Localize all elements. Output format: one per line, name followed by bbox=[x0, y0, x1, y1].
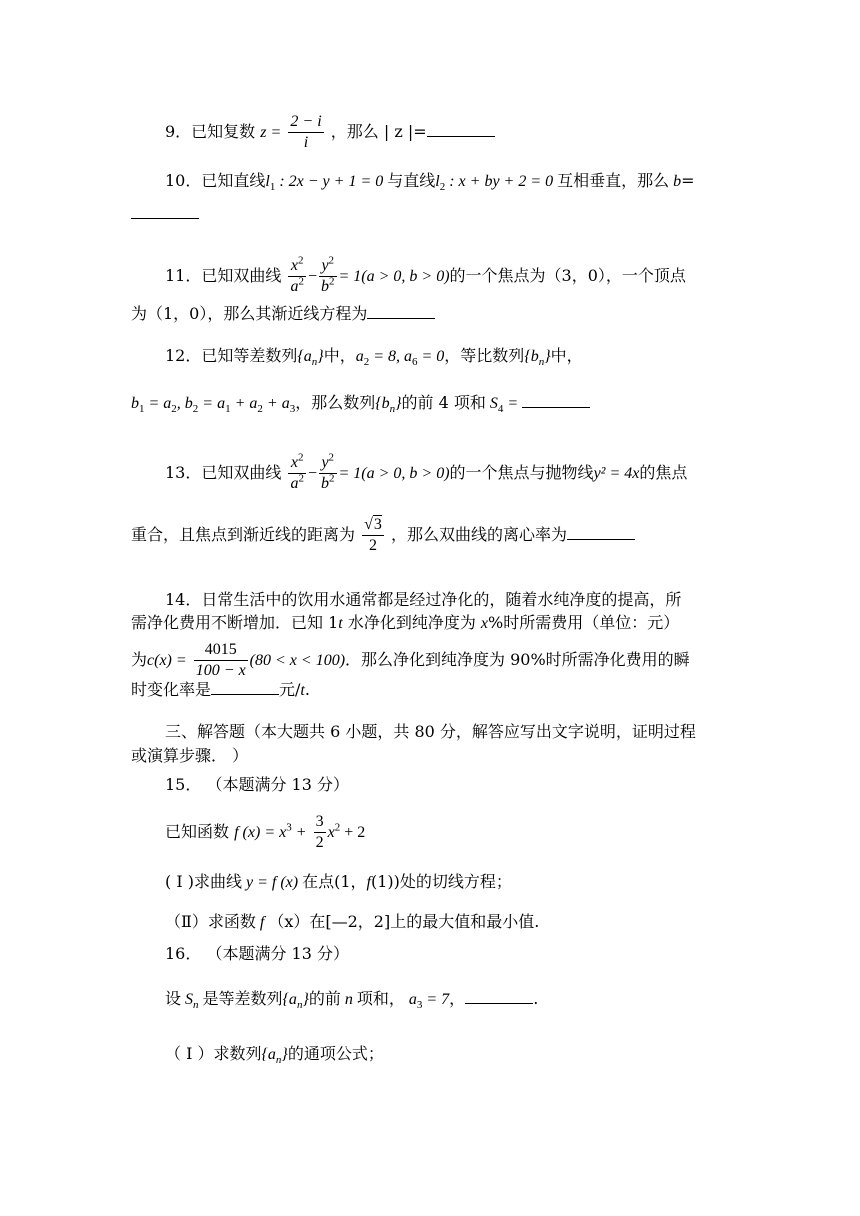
q14-line4c: . bbox=[304, 680, 310, 699]
q14-line3a: 为 bbox=[131, 650, 148, 669]
q10-l2: l bbox=[435, 173, 440, 190]
q14-range: (80 < x < 100) bbox=[249, 652, 346, 669]
q13-frac-x: $\frac{x^2}{a^2}$ bbox=[290, 451, 304, 492]
q9-label: 9．已知复数 bbox=[165, 122, 256, 141]
q12-line1c: ，等比数列 bbox=[444, 346, 525, 365]
q11-tail: 的一个焦点为（3，0），一个顶点 bbox=[449, 266, 686, 285]
question-12: 12．已知等差数列$\{a_n\}$中，$a_2 = 8$, $a_6 = 0$，等比数列$\{b_n\}$中， bbox=[165, 346, 583, 369]
q14-line4t: t bbox=[300, 682, 305, 699]
q9-denominator: i bbox=[303, 134, 309, 151]
q14-line2 bbox=[131, 612, 679, 635]
q11-label: 11．已知双曲线 bbox=[165, 266, 282, 285]
question-13: 13．已知双曲线 $\frac{x^2}{a^2}$ − $\frac{y^2}{b^2}$ = 1(a > 0, b > 0)的一个焦点与抛物线y² = 4x的焦点 bbox=[165, 451, 688, 492]
question-11: 11．已知双曲线 $\frac{x^2}{a^2}$ − $\frac{y^2}{b^2}$ = 1(a > 0, b > 0)的一个焦点为（3，0），一个顶点 bbox=[165, 254, 686, 295]
q10-l1: l bbox=[265, 173, 270, 190]
question-15-header bbox=[165, 774, 349, 796]
q16-part1b: 的通项公式； bbox=[287, 1044, 384, 1063]
section3-line2: 或演算步骤． ） bbox=[131, 746, 249, 765]
q10-label: 10．已知直线 bbox=[165, 171, 266, 190]
q14-line3 bbox=[131, 640, 690, 681]
q15-part2: （Ⅱ）求函数 f （x）在[—2，2]上的最大值和最小值. bbox=[165, 912, 540, 931]
q14-cx: c(x) = bbox=[147, 652, 187, 669]
q15-part1c: (1))处的切线方程； bbox=[370, 872, 512, 891]
q15-given: 已知函数 f $(x) = x^3$ + $\frac{3}{2}$ $x^2 + 2$ bbox=[165, 813, 366, 851]
q14-answer-blank bbox=[211, 680, 279, 695]
q9-fraction bbox=[288, 112, 323, 153]
q13-condition: = 1(a > 0, b > 0) bbox=[338, 465, 450, 482]
section-3-heading bbox=[165, 721, 696, 743]
q15-part2b: （x）在[—2，2]上的最大值和最小值. bbox=[268, 912, 540, 931]
section3-line1: 三、解答题（本大题共 6 小题，共 80 分，解答应写出文字说明，证明过程 bbox=[165, 722, 696, 741]
q16-line1d: 项和， bbox=[356, 989, 405, 1008]
q14-fraction bbox=[194, 640, 248, 681]
q14-line1: 14．日常生活中的饮用水通常都是经过净化的，随着水纯净度的提高，所 bbox=[165, 590, 682, 609]
q9-answer-blank bbox=[427, 122, 495, 137]
q15-part1: ( Ⅰ )求曲线 y = f (x) 在点(1，f(1))处的切线方程； bbox=[165, 872, 512, 891]
q14-denominator: 100 − x bbox=[195, 662, 246, 679]
q13-line2b: ，那么双曲线的离心率为 bbox=[390, 525, 567, 544]
q14-line2b: 水净化到纯净度为 bbox=[342, 613, 481, 632]
q14-line4b: 元/ bbox=[279, 680, 301, 699]
q12-line2b: 的前 4 项和 bbox=[401, 393, 486, 412]
q11-a2: $a^2$ bbox=[290, 275, 304, 295]
q16-line1c: 的前 bbox=[308, 989, 341, 1008]
q11-b2: $b^2$ bbox=[321, 275, 335, 295]
question-16-header bbox=[165, 943, 349, 965]
q15-header: 15． （本题满分 13 分） bbox=[165, 775, 349, 794]
q16-line1: 设 $S_n$ 是等差数列$\{a_n\}$的前 n 项和， $a_3 = 7$， . bbox=[165, 989, 539, 1012]
q15-part1b: 在点(1， bbox=[302, 872, 367, 891]
q15-part1a: ( Ⅰ )求曲线 bbox=[165, 872, 242, 891]
q16-line1e: ， bbox=[449, 989, 466, 1008]
q14-x: x bbox=[480, 615, 489, 632]
question-10 bbox=[165, 170, 695, 193]
q11-line2 bbox=[131, 303, 435, 325]
section-3-line2 bbox=[131, 745, 248, 767]
q11-condition: = 1(a > 0, b > 0) bbox=[338, 268, 450, 285]
q10-l1-sub: 1 bbox=[269, 181, 276, 194]
q16-header: 16． （本题满分 13 分） bbox=[165, 944, 349, 963]
question-9 bbox=[165, 112, 495, 153]
q12-line2: $b_1 = a_2$, $b_2 = a_1 + a_2 + a_3$，那么数列$\{b_n\}$的前 4 项和 $S_4$ = bbox=[131, 392, 590, 415]
q14-line3b: ．那么净化到纯净度为 90%时所需净化费用的瞬 bbox=[345, 650, 690, 669]
q14-line4 bbox=[131, 679, 310, 702]
q15-fraction: $\frac{3}{2}$ bbox=[315, 813, 324, 851]
q10-answer-blank bbox=[131, 204, 199, 219]
q10-tail: 互相垂直，那么 bbox=[557, 171, 670, 190]
q13-line2a: 重合，且焦点到渐近线的距离为 bbox=[131, 525, 356, 544]
q11-line2-text: 为（1，0），那么其渐近线方程为 bbox=[131, 304, 368, 323]
q13-line2 bbox=[131, 515, 635, 556]
q11-frac-x bbox=[288, 256, 306, 297]
q13-label: 13．已知双曲线 bbox=[165, 463, 282, 482]
q13-sqrt-fraction: $\frac{√3}{2}$ bbox=[364, 516, 382, 554]
q16-part1: （ Ⅰ ）求数列$\{a_n\}$的通项公式； bbox=[165, 1044, 384, 1067]
q10-eq1: : 2x − y + 1 = 0 bbox=[275, 173, 388, 190]
q12-label: 12．已知等差数列 bbox=[165, 346, 298, 365]
q9-numerator: 2 − i bbox=[288, 112, 323, 133]
q16-n: n bbox=[344, 991, 353, 1008]
q13-answer-blank bbox=[567, 525, 635, 540]
q9-tail: ，那么 | z |= bbox=[330, 122, 427, 141]
q14-t: t bbox=[338, 615, 343, 632]
q16-blank bbox=[465, 989, 533, 1004]
q14-line4a: 时变化率是 bbox=[131, 680, 212, 699]
q16-line1b: 是等差数列 bbox=[202, 989, 283, 1008]
q12-line2a: ，那么数列 bbox=[295, 393, 376, 412]
q10-blank-line bbox=[131, 203, 199, 225]
q13-tail2: 的焦点 bbox=[639, 463, 688, 482]
q10-mid: 与直线 bbox=[387, 171, 436, 190]
q11-answer-blank bbox=[367, 304, 435, 319]
q10-eq2: : x + by + 2 = 0 bbox=[445, 173, 558, 190]
q14-line2c: %时所需费用（单位：元） bbox=[488, 613, 680, 632]
q14-numerator: 4015 bbox=[194, 640, 248, 661]
q11-x2: $x^2$ bbox=[288, 256, 306, 277]
q15-given-label: 已知函数 bbox=[165, 822, 230, 841]
q14-line2a: 需净化费用不断增加．已知 1 bbox=[131, 613, 339, 632]
q9-equation: z = bbox=[260, 124, 282, 141]
q15-part2a: （Ⅱ）求函数 bbox=[165, 912, 256, 931]
q13-frac-y: $\frac{y^2}{b^2}$ bbox=[321, 451, 335, 492]
question-14 bbox=[165, 589, 681, 611]
q11-y2: $y^2$ bbox=[319, 256, 337, 277]
q10-b: b bbox=[669, 173, 682, 190]
q13-parabola: y² = 4x bbox=[593, 465, 640, 482]
q13-tail: 的一个焦点与抛物线 bbox=[449, 463, 594, 482]
q10-l2-sub: 2 bbox=[439, 181, 446, 194]
q12-answer-blank bbox=[522, 393, 590, 408]
q16-line1f: . bbox=[533, 989, 539, 1008]
q16-line1a: 设 bbox=[165, 989, 182, 1008]
q16-part1a: （ Ⅰ ）求数列 bbox=[165, 1044, 262, 1063]
q11-frac-y bbox=[319, 256, 337, 297]
q10-equals: = bbox=[681, 171, 695, 190]
